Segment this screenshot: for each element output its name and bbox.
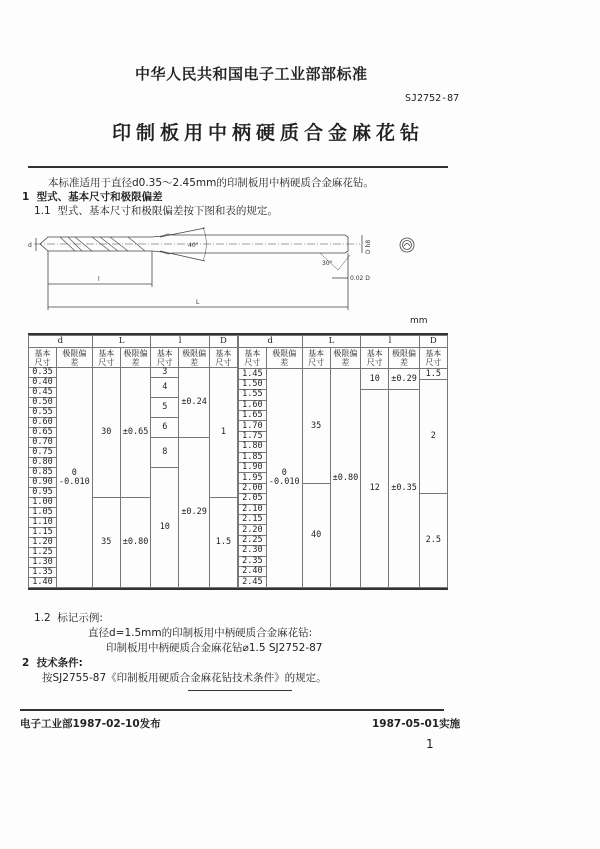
- cell-d: 2.35: [238, 556, 266, 566]
- cell-l-tol: ±0.29: [179, 438, 210, 588]
- tolerance-label: 0.02 D: [350, 275, 370, 282]
- cell-d: 0.95: [29, 488, 57, 498]
- section2-heading: [22, 655, 83, 670]
- cell-d: 1.25: [29, 548, 57, 558]
- cell-l: 10: [151, 468, 179, 588]
- subheader-basic: 基本尺寸: [29, 348, 57, 368]
- subheader-tol: 极限偏差: [57, 348, 93, 368]
- spec-table-left: [28, 335, 238, 588]
- cell-l-tol: ±0.35: [389, 390, 420, 588]
- header-L: L: [302, 336, 361, 348]
- cell-l: 8: [151, 438, 179, 468]
- cell-d: 1.00: [29, 498, 57, 508]
- cell-d: 2.40: [238, 567, 266, 577]
- example-number: 1.2: [34, 612, 51, 624]
- intro-text: 本标准适用于直径d0.35～2.45mm的印制板用中柄硬质合金麻花钻。: [48, 177, 374, 189]
- header-row: [238, 336, 447, 348]
- cell-D: 1.5: [209, 498, 237, 588]
- subheader-tol: 极限偏差: [179, 348, 210, 368]
- cell-d: 2.20: [238, 525, 266, 535]
- cell-l: 12: [361, 390, 389, 588]
- header-d: d: [29, 336, 93, 348]
- subheader-basic: 基本尺寸: [151, 348, 179, 368]
- drill-drawing: [20, 215, 440, 315]
- cell-d: 0.45: [29, 388, 57, 398]
- flute-length-label: l: [98, 276, 100, 283]
- angle-label-2: 30°: [322, 260, 333, 267]
- total-length-label: L: [196, 299, 200, 306]
- cell-d: 1.15: [29, 528, 57, 538]
- header-d: d: [238, 336, 302, 348]
- cell-l: 5: [151, 398, 179, 418]
- cell-l-tol: ±0.29: [389, 369, 420, 390]
- cell-D: 2: [419, 379, 447, 493]
- cell-d: 0.90: [29, 478, 57, 488]
- cell-L-tol: ±0.80: [120, 498, 151, 588]
- cell-L: 40: [302, 483, 330, 587]
- subsection-number: 1.1: [34, 205, 51, 217]
- subheader-tol: 极限偏差: [120, 348, 151, 368]
- table-row: [238, 369, 447, 379]
- angle-label: 40°: [188, 242, 199, 249]
- cell-L-tol: ±0.65: [120, 368, 151, 498]
- subheader-tol: 极限偏差: [266, 348, 302, 369]
- cell-d: 1.35: [29, 568, 57, 578]
- header-D: D: [209, 336, 237, 348]
- subheader-basic: 基本尺寸: [238, 348, 266, 369]
- cell-d: 0.80: [29, 458, 57, 468]
- cell-d: 0.55: [29, 408, 57, 418]
- cell-d: 1.45: [238, 369, 266, 379]
- cell-l: 10: [361, 369, 389, 390]
- header-l: l: [361, 336, 420, 348]
- header-L: L: [92, 336, 151, 348]
- shank-diameter-label: D h8: [365, 239, 372, 254]
- end-rule: [188, 690, 292, 691]
- section-number: 2: [22, 657, 30, 669]
- cell-l: 6: [151, 418, 179, 438]
- subsection-text: 型式、基本尺寸和极限偏差按下图和表的规定。: [57, 205, 278, 217]
- cell-d: 0.70: [29, 438, 57, 448]
- footer-divider: [20, 709, 444, 711]
- subheader-basic: 基本尺寸: [361, 348, 389, 369]
- section-number: 1: [22, 191, 30, 203]
- subheader-row: [238, 348, 447, 369]
- cell-d: 0.50: [29, 398, 57, 408]
- cell-d: 1.40: [29, 578, 57, 588]
- page-number: 1: [426, 737, 434, 751]
- subheader-tol: 极限偏差: [330, 348, 361, 369]
- cell-d: 2.45: [238, 577, 266, 588]
- standard-code: SJ2752-87: [405, 93, 460, 104]
- section-title: 技术条件:: [36, 657, 83, 669]
- cell-d: 2.00: [238, 483, 266, 493]
- subheader-row: [29, 348, 238, 368]
- dimension-table: [28, 333, 448, 590]
- section-title: 型式、基本尺寸和极限偏差: [36, 191, 163, 203]
- effective-date: 1987-05-01实施: [372, 718, 461, 730]
- cell-d-tol: 0 -0.010: [57, 368, 93, 588]
- cell-d: 0.85: [29, 468, 57, 478]
- example-label: 标记示例:: [57, 612, 103, 624]
- example-line2: 印制板用中柄硬质合金麻花钻⌀1.5 SJ2752-87: [106, 642, 323, 654]
- header-row: [29, 336, 238, 348]
- cell-l-tol: ±0.24: [179, 368, 210, 438]
- cell-d: 2.25: [238, 535, 266, 545]
- divider: [28, 166, 448, 168]
- header-l: l: [151, 336, 210, 348]
- cell-D: 1.5: [419, 369, 447, 379]
- cell-d: 1.30: [29, 558, 57, 568]
- cell-d: 2.05: [238, 494, 266, 504]
- cell-d-tol: 0 -0.010: [266, 369, 302, 588]
- subheader-basic: 基本尺寸: [419, 348, 447, 369]
- unit-label: mm: [410, 316, 428, 326]
- cell-d: 0.60: [29, 418, 57, 428]
- cell-L: 35: [302, 369, 330, 483]
- cell-L-tol: ±0.80: [330, 369, 361, 588]
- section1-heading: [22, 189, 163, 204]
- cell-D: 2.5: [419, 494, 447, 588]
- cell-d: 0.75: [29, 448, 57, 458]
- cell-d: 1.10: [29, 518, 57, 528]
- cell-d: 0.65: [29, 428, 57, 438]
- cell-d: 1.60: [238, 400, 266, 410]
- subheader-basic: 基本尺寸: [92, 348, 120, 368]
- example-heading: [34, 610, 103, 625]
- spec-table-right: [238, 335, 448, 588]
- cell-d: 0.35: [29, 368, 57, 378]
- cell-D: 1: [209, 368, 237, 498]
- issuer-heading: 中华人民共和国电子工业部部标准: [135, 65, 368, 83]
- cell-d: 1.20: [29, 538, 57, 548]
- section2-text: 按SJ2755-87《印制板用硬质合金麻花钻技术条件》的规定。: [42, 672, 327, 684]
- cell-d: 0.40: [29, 378, 57, 388]
- cell-d: 1.65: [238, 410, 266, 420]
- document-title: 印制板用中柄硬质合金麻花钻: [112, 122, 425, 144]
- cell-d: 2.30: [238, 546, 266, 556]
- cell-d: 1.85: [238, 452, 266, 462]
- cell-l: 4: [151, 378, 179, 398]
- example-line1: 直径d=1.5mm的印制板用中柄硬质合金麻花钻:: [88, 627, 313, 639]
- cell-L: 35: [92, 498, 120, 588]
- cell-d: 1.50: [238, 379, 266, 389]
- cell-d: 1.95: [238, 473, 266, 483]
- cell-d: 1.05: [29, 508, 57, 518]
- cell-d: 1.90: [238, 462, 266, 472]
- subheader-basic: 基本尺寸: [302, 348, 330, 369]
- cell-d: 1.55: [238, 390, 266, 400]
- cell-l: 3: [151, 368, 179, 378]
- issue-date: 电子工业部1987-02-10发布: [20, 718, 161, 730]
- cell-d: 1.75: [238, 431, 266, 441]
- subheader-tol: 极限偏差: [389, 348, 420, 369]
- cell-d: 2.15: [238, 514, 266, 524]
- diameter-label: d: [28, 242, 32, 249]
- header-D: D: [419, 336, 447, 348]
- cell-d: 1.80: [238, 442, 266, 452]
- cell-d: 2.10: [238, 504, 266, 514]
- cell-L: 30: [92, 368, 120, 498]
- subheader-basic: 基本尺寸: [209, 348, 237, 368]
- cell-d: 1.70: [238, 421, 266, 431]
- table-row: [29, 368, 238, 378]
